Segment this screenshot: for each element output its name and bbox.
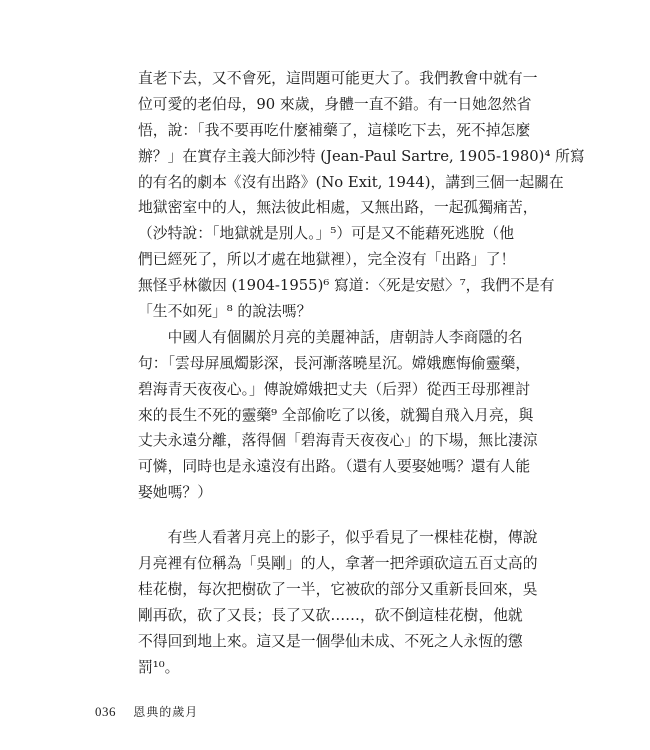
book-title: 恩典的歲月 [133, 705, 199, 719]
text-line: 可憐，同時也是永遠沒有出路。（還有人要娶她嗎？還有人能 [138, 458, 531, 476]
paragraph-1 [138, 66, 585, 325]
page-number: 036 [95, 704, 116, 719]
paragraph-gap [138, 506, 514, 525]
text-line: 地獄密室中的人，無法彼此相處，又無出路，一起孤獨痛苦， [138, 199, 538, 217]
text-line: 有些人看著月亮上的影子，似乎看見了一棵桂花樹，傳說 [138, 529, 538, 547]
text-line: 「生不如死」⁸ 的說法嗎？ [138, 303, 312, 321]
text-line: 悟，說：「我不要再吃什麼補藥了，這樣吃下去，死不掉怎麼 [138, 121, 531, 139]
text-line: 直老下去，又不會死，這問題可能更大了。我們教會中就有一 [138, 70, 538, 87]
text-line: 辦？」在實存主義大師沙特 (Jean-Paul Sartre, 1905-1980)⁴ 所寫 [138, 147, 585, 165]
text-line: 丈夫永遠分離，落得個「碧海青天夜夜心」的下場，無比淒涼 [138, 432, 538, 450]
text-line: 月亮裡有位稱為「吳剛」的人，拿著一把斧頭砍這五百丈高的 [138, 555, 538, 573]
text-line: 句：「雲母屏風燭影深，長河漸落曉星沉。嫦娥應悔偷靈藥， [138, 354, 531, 372]
text-line: 桂花樹，每次把樹砍了一半，它被砍的部分又重新長回來，吳 [138, 580, 538, 598]
page-footer [95, 703, 198, 720]
text-line: 位可愛的老伯母，90 來歲，身體一直不錯。有一日她忽然省 [138, 95, 532, 113]
paragraph-3 [138, 525, 538, 680]
text-line: 碧海青天夜夜心。」傳說嫦娥把丈夫（后羿）從西王母那裡討 [138, 380, 531, 398]
text-line: 中國人有個關於月亮的美麗神話，唐朝詩人李商隱的名 [138, 328, 523, 346]
text-line: 罰¹⁰。 [138, 658, 180, 676]
body-text [138, 66, 585, 680]
text-line: 來的長生不死的靈藥⁹ 全部偷吃了以後，就獨自飛入月亮，與 [138, 406, 534, 424]
text-line: 們已經死了，所以才處在地獄裡），完全沒有「出路」了！ [138, 251, 516, 269]
text-line: 無怪乎林徽因 (1904-1955)⁶ 寫道：〈死是安慰〉⁷，我們不是有 [138, 277, 555, 295]
text-line: 的有名的劇本《沒有出路》(No Exit, 1944)，講到三個一起關在 [138, 173, 564, 191]
paragraph-2 [138, 325, 538, 506]
text-line: 娶她嗎？） [138, 484, 212, 502]
text-line: 不得回到地上來。這又是一個學仙未成、不死之人永恆的懲 [138, 632, 523, 650]
text-line: 剛再砍，砍了又長；長了又砍……，砍不倒這桂花樹，他就 [138, 606, 523, 624]
text-line: （沙特說：「地獄就是別人。」⁵）可是又不能藉死逃脫（他 [138, 225, 514, 243]
